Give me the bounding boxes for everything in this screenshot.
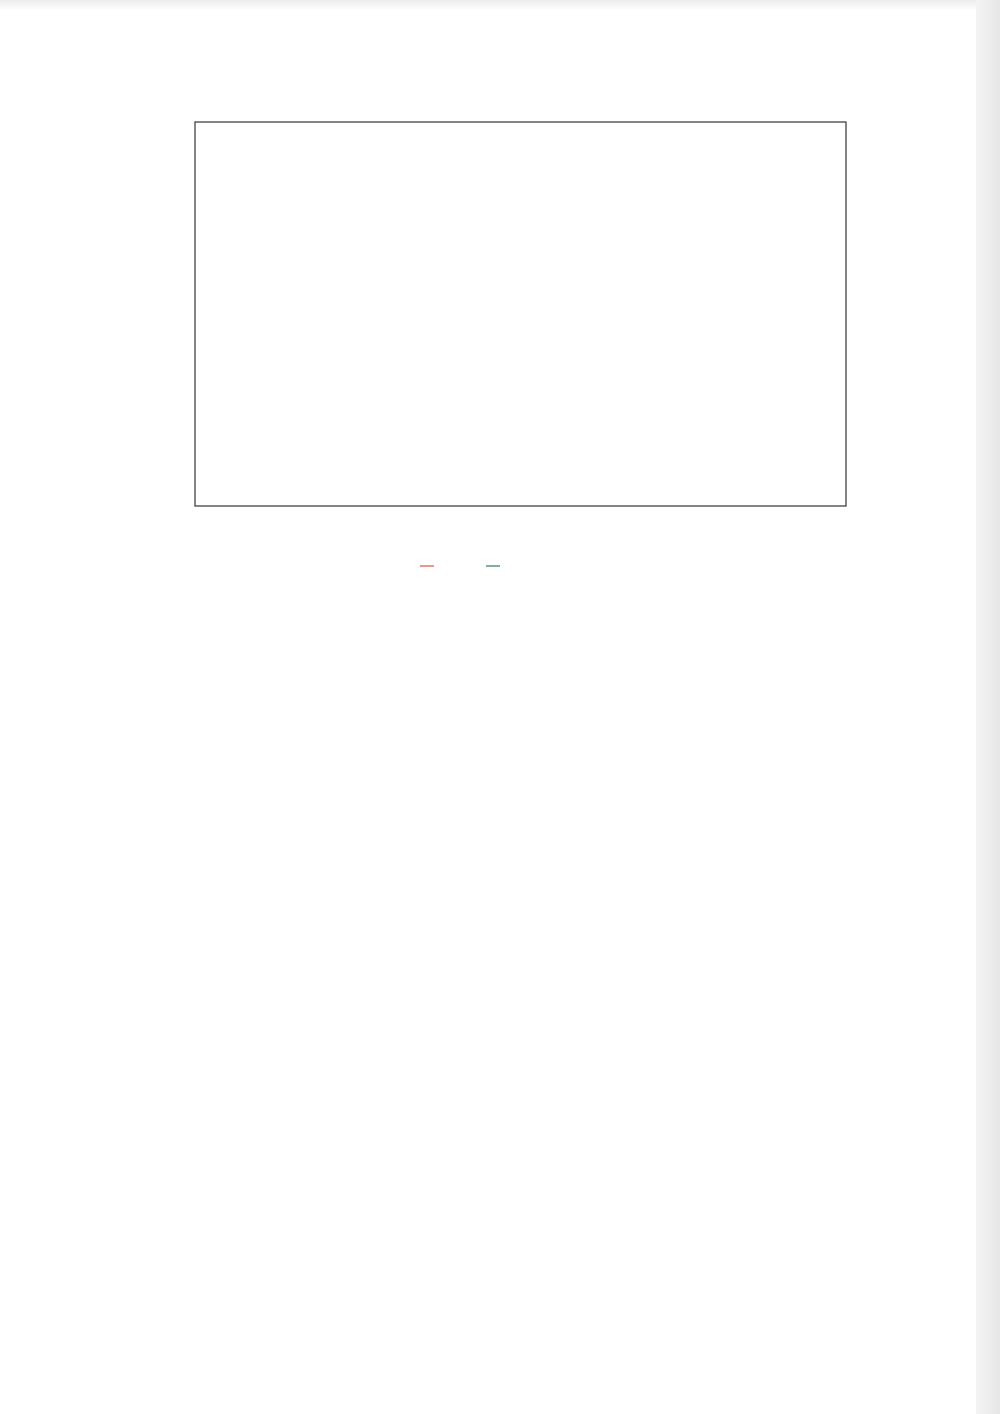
figure-chart xyxy=(0,0,1000,600)
plot-frame xyxy=(195,122,846,506)
chart-svg xyxy=(0,0,1000,600)
